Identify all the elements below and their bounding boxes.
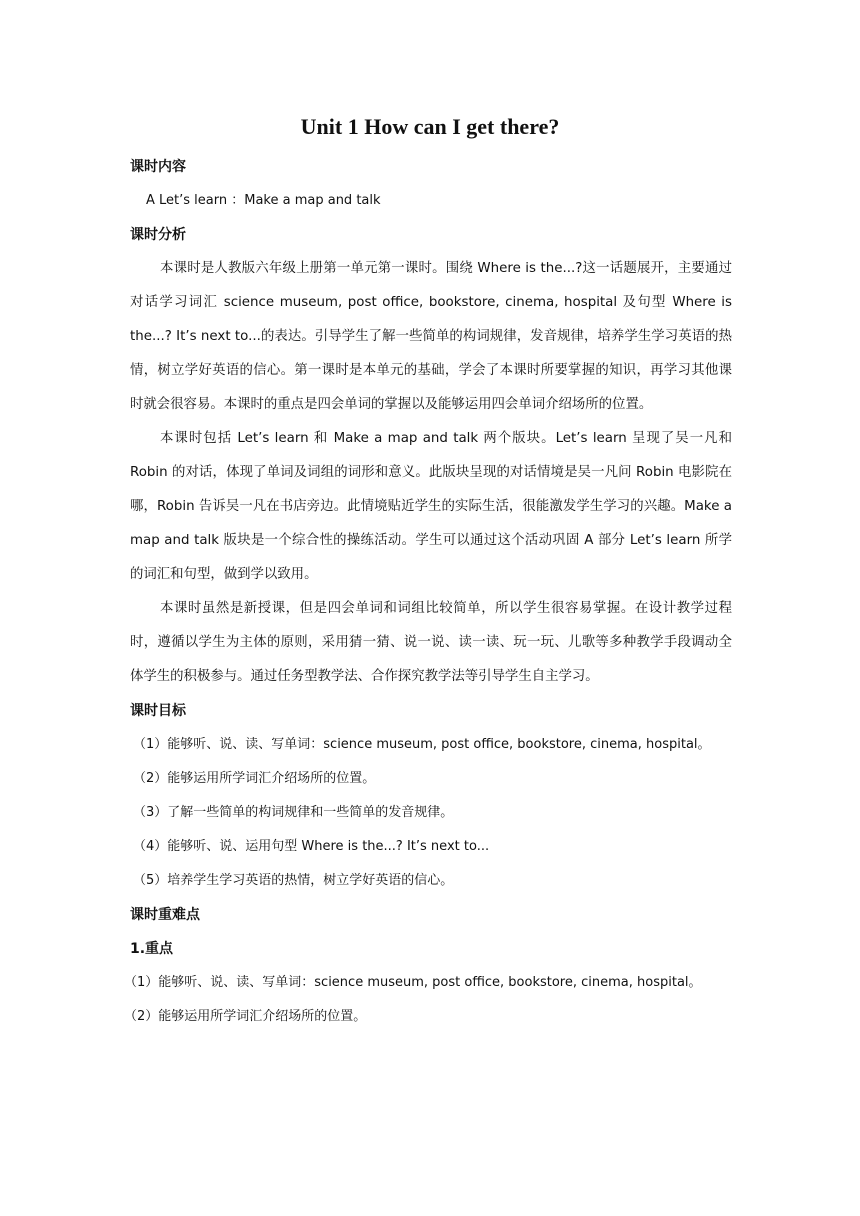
key-point-item: （1）能够听、说、读、写单词：science museum, post office, bookstore, cinema, hospital。 bbox=[124, 975, 702, 990]
section-heading-goals: 课时目标 bbox=[130, 703, 186, 719]
document-body bbox=[124, 150, 732, 1034]
goal-item: （5）培养学生学习英语的热情，树立学好英语的信心。 bbox=[133, 873, 454, 888]
content-line: A Let’s learn ：Make a map and talk bbox=[146, 193, 381, 208]
goal-item: （1）能够听、说、读、写单词：science museum, post office, bookstore, cinema, hospital。 bbox=[133, 737, 711, 752]
analysis-paragraph: 本课时是人教版六年级上册第一单元第一课时。围绕 Where is the...?这一话题展开，主要通过对话学习词汇 science museum, post office, bookstore, cinema, hospital 及句型 Where is the...? It’s next to...的表达。引导学生了解一些简单的构词规律，发音规律，培养学生学习英语的热情，树立学好英语的信心。第一课时是本单元的基础，学会了本课时所要掌握的知识，再学习其他课时就会很容易。本课时的重点是四会单词的掌握以及能够运用四会单词介绍场所的位置。 bbox=[130, 261, 732, 412]
key-points-subheading: 1.重点 bbox=[130, 941, 174, 957]
document-title: Unit 1 How can I get there? bbox=[300, 114, 560, 139]
analysis-paragraph: 本课时包括 Let’s learn 和 Make a map and talk 两个版块。Let’s learn 呈现了吴一凡和 Robin 的对话，体现了单词及词组的词形和意义。此版块呈现的对话情境是吴一凡问 Robin 电影院在哪，Robin 告诉吴一凡在书店旁边。此情境贴近学生的实际生活，很能激发学生学习的兴趣。Make a map and talk 版块是一个综合性的操练活动。学生可以通过这个活动巩固 A 部分 Let’s learn 所学的词汇和句型，做到学以致用。 bbox=[130, 431, 732, 582]
section-heading-analysis: 课时分析 bbox=[130, 227, 186, 243]
analysis-paragraph: 本课时虽然是新授课，但是四会单词和词组比较简单，所以学生很容易掌握。在设计教学过程时，遵循以学生为主体的原则，采用猜一猜、说一说、读一读、玩一玩、儿歌等多种教学手段调动全体学生的积极参与。通过任务型教学法、合作探究教学法等引导学生自主学习。 bbox=[130, 601, 732, 684]
key-point-item: （2）能够运用所学词汇介绍场所的位置。 bbox=[124, 1009, 367, 1024]
section-heading-key-points: 课时重难点 bbox=[130, 907, 200, 923]
section-heading-content: 课时内容 bbox=[130, 159, 186, 175]
goal-item: （4）能够听、说、运用句型 Where is the...? It’s next to... bbox=[133, 839, 490, 854]
goal-item: （2）能够运用所学词汇介绍场所的位置。 bbox=[133, 771, 376, 786]
goal-item: （3）了解一些简单的构词规律和一些简单的发音规律。 bbox=[133, 805, 454, 820]
